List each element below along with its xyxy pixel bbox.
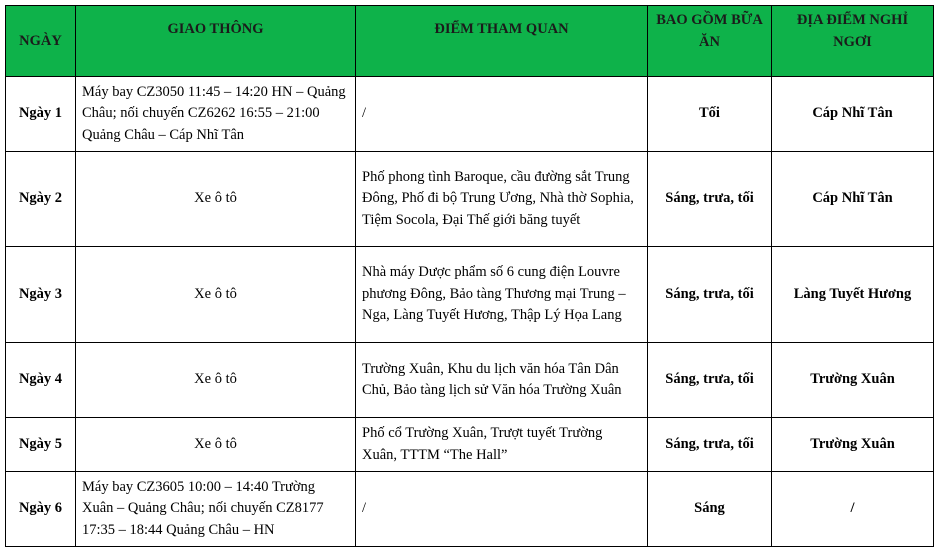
day-cell: Ngày 2 [6,152,76,247]
table-row [6,247,934,343]
transport-cell: Xe ô tô [76,418,356,472]
meals-cell: Sáng, trưa, tối [648,247,772,343]
sights-cell: Trường Xuân, Khu du lịch văn hóa Tân Dân Chủ, Bảo tàng lịch sử Văn hóa Trường Xuân [356,343,648,418]
stay-cell: Cáp Nhĩ Tân [772,152,934,247]
stay-cell: Trường Xuân [772,418,934,472]
header-meals: BAO GỒM BỮA ĂN [648,6,772,77]
stay-cell: / [772,472,934,547]
table-row [6,472,934,547]
day-cell: Ngày 5 [6,418,76,472]
sights-cell: Phố phong tình Baroque, cầu đường sắt Trung Đông, Phố đi bộ Trung Ương, Nhà thờ Sophia, Tiệm Socola, Đại Thế giới băng tuyết [356,152,648,247]
table-row [6,343,934,418]
meals-cell: Sáng, trưa, tối [648,152,772,247]
stay-cell: Trường Xuân [772,343,934,418]
header-sights: ĐIỂM THAM QUAN [356,6,648,77]
day-cell: Ngày 3 [6,247,76,343]
stay-cell: Làng Tuyết Hương [772,247,934,343]
transport-cell: Máy bay CZ3050 11:45 – 14:20 HN – Quảng Châu; nối chuyến CZ6262 16:55 – 21:00 Quảng Châu – Cáp Nhĩ Tân [76,77,356,152]
header-stay: ĐỊA ĐIỂM NGHỈ NGƠI [772,6,934,77]
header-row [6,6,934,77]
header-transport: GIAO THÔNG [76,6,356,77]
meals-cell: Sáng [648,472,772,547]
table-row [6,152,934,247]
sights-cell: Phố cổ Trường Xuân, Trượt tuyết Trường Xuân, TTTM “The Hall” [356,418,648,472]
header-day: NGÀY [6,6,76,77]
day-cell: Ngày 1 [6,77,76,152]
sights-cell: Nhà máy Dược phẩm số 6 cung điện Louvre phương Đông, Bảo tàng Thương mại Trung – Nga, Làng Tuyết Hương, Thập Lý Họa Lang [356,247,648,343]
sights-cell: / [356,77,648,152]
meals-cell: Sáng, trưa, tối [648,418,772,472]
transport-cell: Xe ô tô [76,247,356,343]
meals-cell: Tối [648,77,772,152]
transport-cell: Xe ô tô [76,343,356,418]
meals-cell: Sáng, trưa, tối [648,343,772,418]
itinerary-table [5,5,934,547]
table-row [6,418,934,472]
sights-cell: / [356,472,648,547]
stay-cell: Cáp Nhĩ Tân [772,77,934,152]
transport-cell: Xe ô tô [76,152,356,247]
day-cell: Ngày 6 [6,472,76,547]
table-row [6,77,934,152]
day-cell: Ngày 4 [6,343,76,418]
transport-cell: Máy bay CZ3605 10:00 – 14:40 Trường Xuân – Quảng Châu; nối chuyến CZ8177 17:35 – 18:44 Quảng Châu – HN [76,472,356,547]
